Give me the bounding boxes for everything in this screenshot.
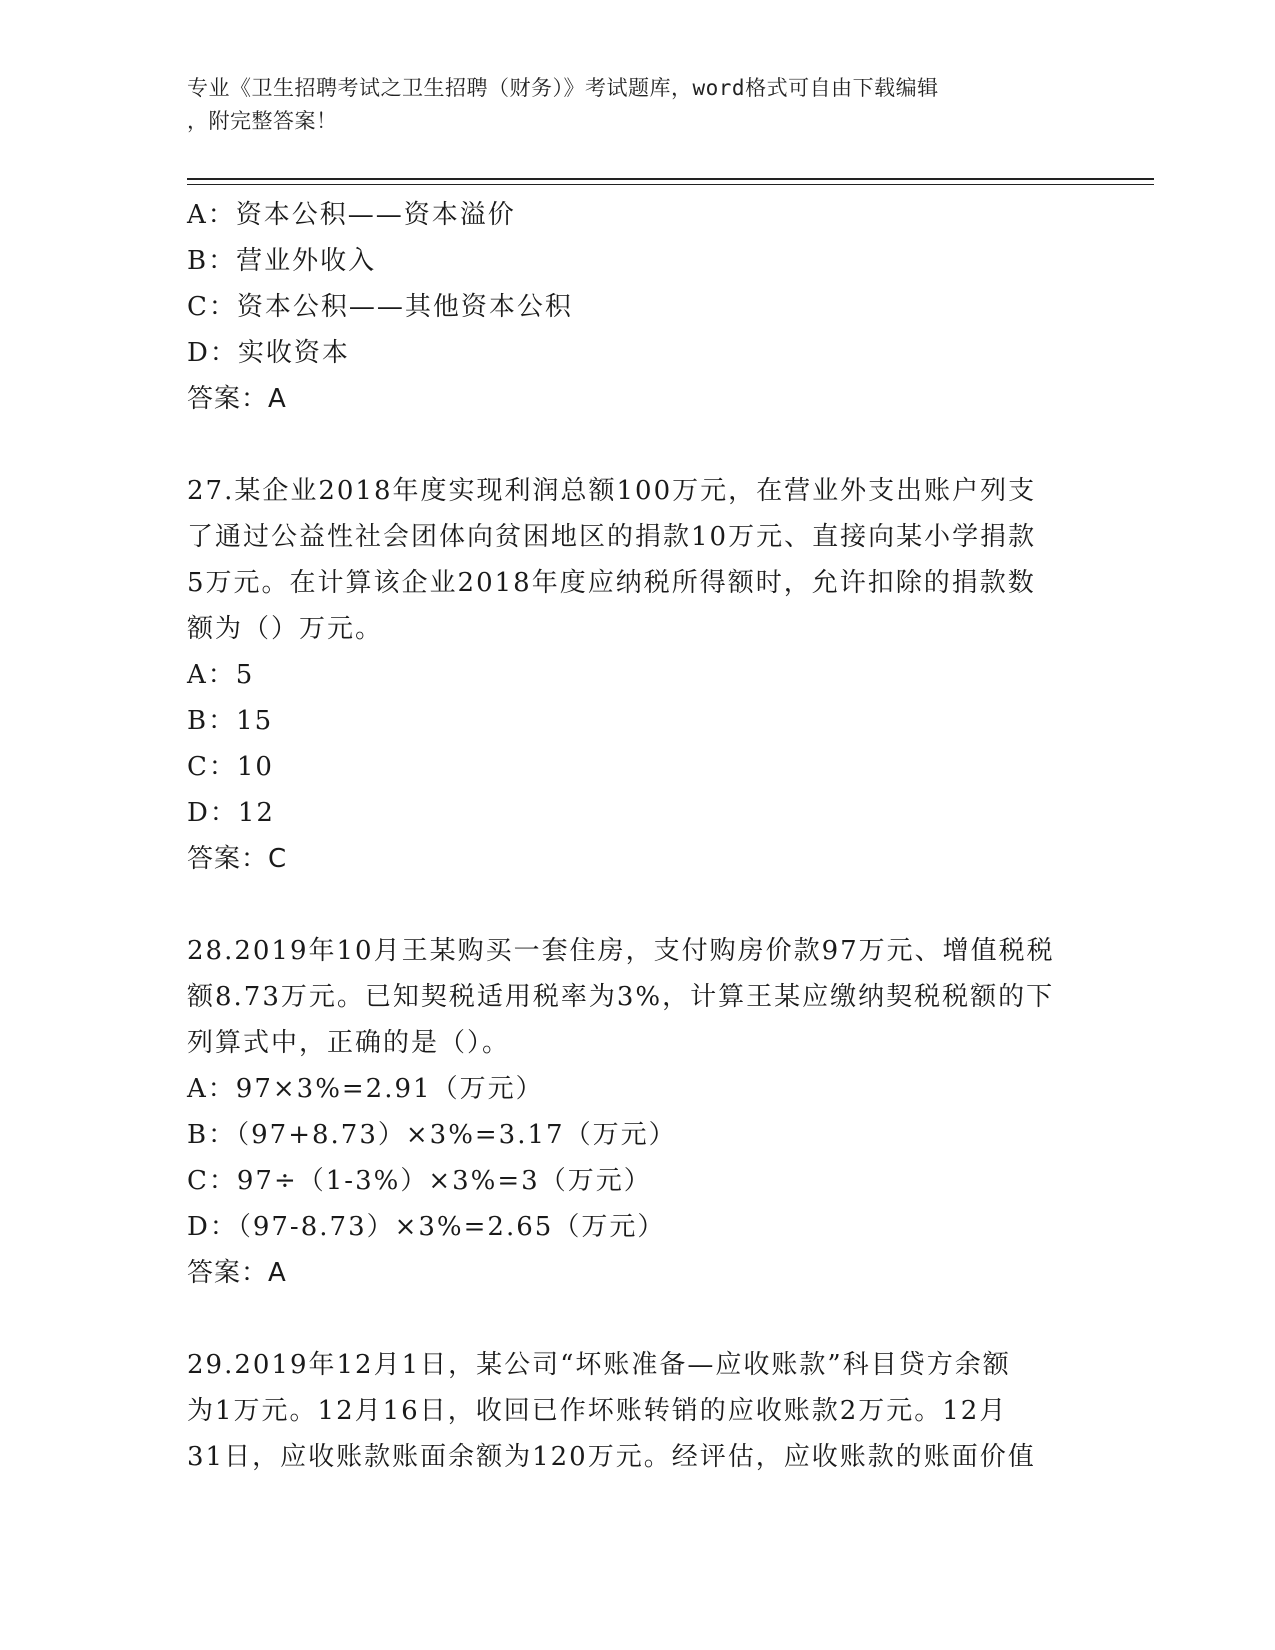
spacer bbox=[187, 882, 1087, 928]
spacer bbox=[187, 422, 1087, 468]
question-text-line: 了通过公益性社会团体向贫困地区的捐款10万元、直接向某小学捐款 bbox=[187, 522, 1037, 552]
question-28 bbox=[187, 928, 1087, 1296]
question-27 bbox=[187, 468, 1087, 882]
answer-line: 答案：A bbox=[187, 384, 287, 414]
option-b: B：营业外收入 bbox=[187, 246, 377, 276]
question-text-line: 5万元。在计算该企业2018年度应纳税所得额时，允许扣除的捐款数 bbox=[187, 568, 1036, 598]
answer-line: 答案：A bbox=[187, 1258, 287, 1288]
option-c: C：10 bbox=[187, 752, 274, 782]
question-text-line: 28.2019年10月王某购买一套住房，支付购房价款97万元、增值税税 bbox=[187, 936, 1055, 966]
option-d: D：实收资本 bbox=[187, 338, 350, 368]
header-line-1: 专业《卫生招聘考试之卫生招聘（财务）》考试题库，word格式可自由下载编辑 bbox=[187, 76, 939, 100]
question-text-line: 列算式中，正确的是（）。 bbox=[187, 1028, 511, 1058]
question-text-line: 额8.73万元。已知契税适用税率为3%，计算王某应缴纳契税税额的下 bbox=[187, 982, 1055, 1012]
question-text-line: 29.2019年12月1日，某公司“坏账准备—应收账款”科目贷方余额 bbox=[187, 1350, 1011, 1380]
option-a: A：5 bbox=[187, 660, 255, 690]
question-text-line: 额为（）万元。 bbox=[187, 614, 384, 644]
option-d: D：（97-8.73）×3%=2.65（万元） bbox=[187, 1212, 666, 1242]
answer-line: 答案：C bbox=[187, 844, 288, 874]
header-line-2: ，附完整答案！ bbox=[187, 109, 338, 133]
question-text-line: 27.某企业2018年度实现利润总额100万元，在营业外支出账户列支 bbox=[187, 476, 1037, 506]
question-26-fragment bbox=[187, 192, 1087, 422]
option-b: B：（97+8.73）×3%=3.17（万元） bbox=[187, 1120, 677, 1150]
option-c: C：97÷（1-3%）×3%=3（万元） bbox=[187, 1166, 652, 1196]
document-body bbox=[187, 192, 1087, 1480]
option-a: A：97×3%=2.91（万元） bbox=[187, 1074, 544, 1104]
option-c: C：资本公积——其他资本公积 bbox=[187, 292, 573, 322]
question-29 bbox=[187, 1342, 1087, 1480]
option-a: A：资本公积——资本溢价 bbox=[187, 200, 516, 230]
header-divider-thin bbox=[187, 184, 1154, 185]
option-b: B：15 bbox=[187, 706, 274, 736]
question-text-line: 为1万元。12月16日，收回已作坏账转销的应收账款2万元。12月 bbox=[187, 1396, 1008, 1426]
question-text-line: 31日，应收账款账面余额为120万元。经评估，应收账款的账面价值 bbox=[187, 1442, 1036, 1472]
document-header bbox=[187, 72, 1067, 138]
option-d: D：12 bbox=[187, 798, 275, 828]
spacer bbox=[187, 1296, 1087, 1342]
header-divider-thick bbox=[187, 178, 1154, 180]
